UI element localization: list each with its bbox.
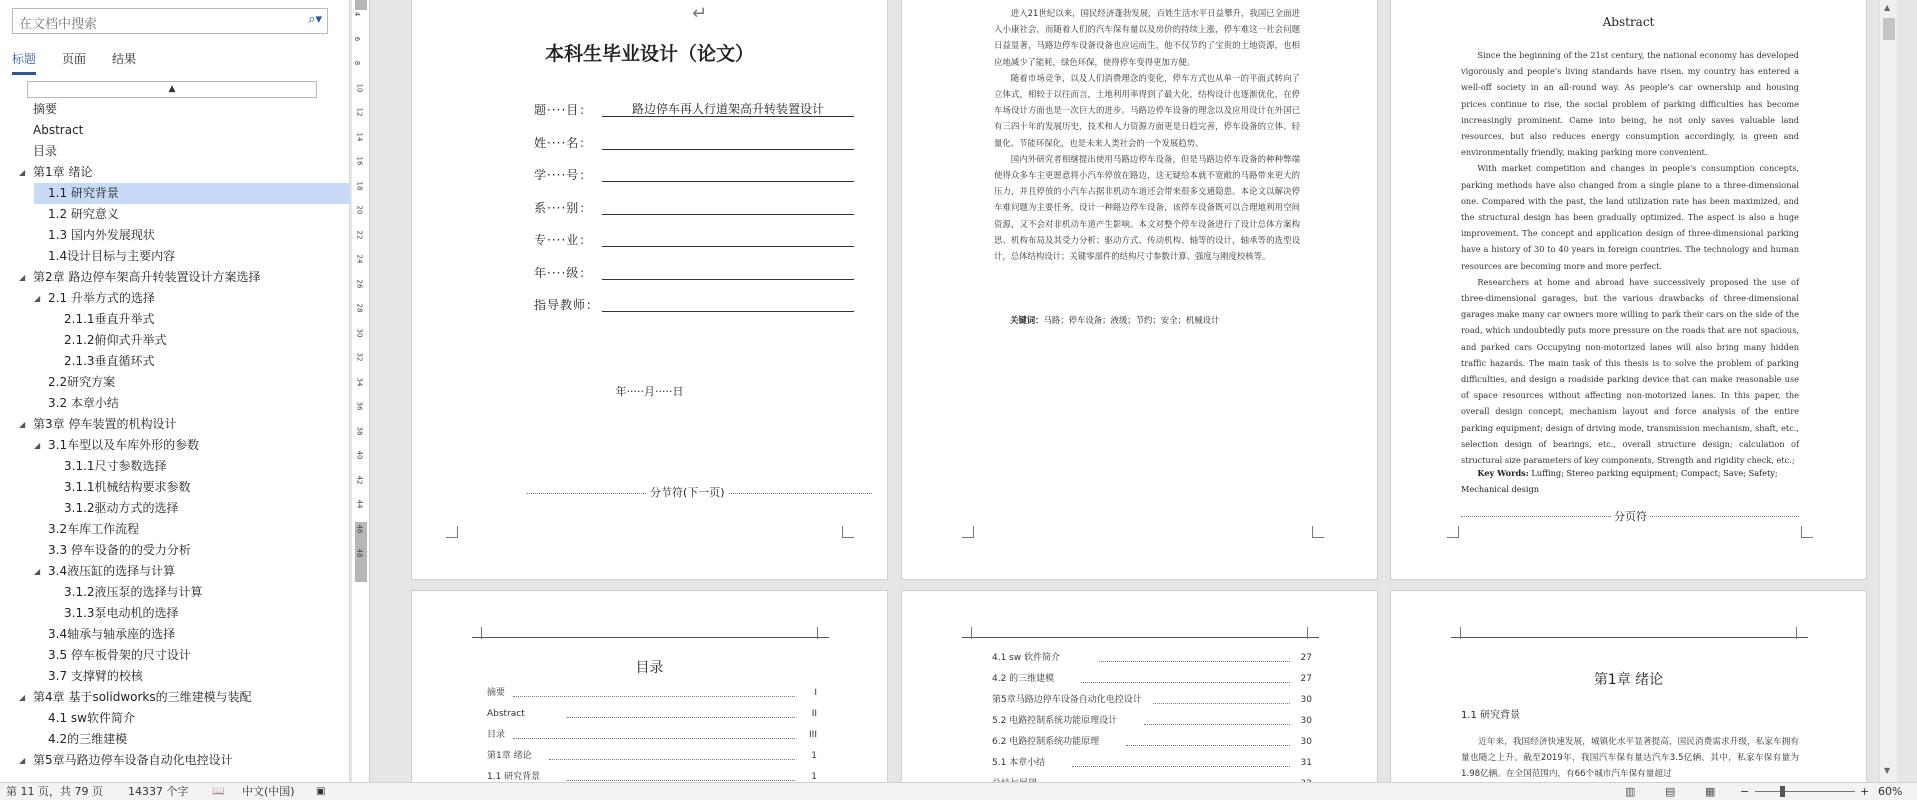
cover-field <box>534 294 854 314</box>
nav-item[interactable] <box>0 330 350 351</box>
nav-item[interactable] <box>0 666 350 687</box>
field-label: 学····号： <box>534 168 593 182</box>
ruler-number: 12 <box>355 107 364 117</box>
toc-page-number: 31 <box>1300 758 1312 768</box>
scroll-down-icon[interactable]: ▼ <box>1884 766 1891 775</box>
nav-item[interactable] <box>0 540 350 561</box>
nav-item[interactable] <box>0 288 350 309</box>
nav-tabs <box>12 50 136 75</box>
toc-page-number: 1 <box>811 751 817 761</box>
zh-abstract-text <box>994 5 1300 264</box>
nav-item[interactable] <box>0 267 350 288</box>
nav-item-label: 1.1 研究背景 <box>48 186 119 200</box>
nav-item-label: 2.1 升举方式的选择 <box>48 291 155 305</box>
language[interactable]: 中文(中国) <box>242 785 295 798</box>
nav-item[interactable] <box>0 582 350 603</box>
chapter1-page <box>1390 590 1870 800</box>
document-area[interactable] <box>371 0 1897 782</box>
toc-title: 目录 <box>635 660 664 676</box>
nav-item[interactable] <box>0 708 350 729</box>
expand-triangle-icon[interactable]: ◢ <box>34 441 41 450</box>
nav-item[interactable] <box>0 99 350 120</box>
cover-field <box>534 229 854 249</box>
cover-field <box>534 132 854 152</box>
en-abstract-page <box>1390 0 1867 580</box>
field-label: 年····级： <box>534 265 593 280</box>
toc-page <box>411 590 888 800</box>
expand-triangle-icon[interactable]: ◢ <box>19 420 26 429</box>
ruler-number: 22 <box>355 230 364 239</box>
toc-row[interactable] <box>992 672 1312 686</box>
macro-icon[interactable]: ▣ <box>316 786 326 797</box>
toc-page-number: 30 <box>1300 737 1312 747</box>
nav-item[interactable] <box>0 246 350 267</box>
nav-item[interactable] <box>0 561 350 582</box>
nav-item[interactable] <box>0 729 350 750</box>
nav-item-label: 3.1.2驱动方式的选择 <box>64 501 179 515</box>
zoom-level[interactable]: 60% <box>1878 785 1903 798</box>
toc-label: 4.1 sw 软件简介 <box>992 653 1061 663</box>
web-layout-icon[interactable]: ▦ <box>1705 785 1716 798</box>
nav-item[interactable] <box>0 687 350 708</box>
nav-item[interactable] <box>0 141 350 162</box>
ruler-number: 14 <box>355 132 364 141</box>
ruler-number: 10 <box>355 83 364 92</box>
ruler-number: 36 <box>355 401 364 411</box>
nav-item[interactable] <box>0 309 350 330</box>
expand-triangle-icon[interactable]: ◢ <box>34 294 41 303</box>
nav-item-label: 1.4设计目标与主要内容 <box>48 249 176 263</box>
zh-abstract-page <box>901 0 1378 580</box>
heading-tree <box>0 99 350 771</box>
collapse-up-button[interactable]: ▲ <box>27 81 317 98</box>
nav-item-label: 3.2车库工作流程 <box>48 522 140 536</box>
zh-paragraph: 随着市场竞争，以及人们消费理念的变化，停车方式也从单一的平面式转向了立体式，相较于以往而言，土地利用率得到了最大化，结构设计也逐渐优化，在停车场设计方面也是一次巨大的进步。马路边停车设备的理念以及应用设计在外国已有三四十年的发展历史，技术和人力资源方面更是日趋完善，停车设备的立体、轻量化、节能环保化，也是未来人类社会的一个发展趋势。 <box>994 72 1300 148</box>
nav-item-label: 2.1.2俯仰式升举式 <box>64 333 167 347</box>
cover-field <box>534 99 854 119</box>
toc-page-number: 30 <box>1300 695 1312 705</box>
page-count[interactable]: 第 11 页，共 79 页 <box>6 785 103 798</box>
ruler-number: 6 <box>353 36 362 41</box>
toc-page-2 <box>901 590 1378 800</box>
field-label: 姓····名： <box>534 135 593 150</box>
toc-page-number: 30 <box>1300 716 1312 726</box>
expand-triangle-icon[interactable]: ◢ <box>19 693 26 702</box>
toc-page-number: III <box>809 730 817 740</box>
nav-item-label: 2.1.3垂直循环式 <box>64 354 155 368</box>
chapter1-text: 近年来，我国经济快速发展，城镇化水平显著提高，国民消费需求升级，私家车拥有量也随之上升。截至2019年，我国汽车保有量达汽车3.5亿辆，其中，私家车保有量为1.98亿辆。在全国范围内，有66个城市汽车保有量超过 <box>1461 737 1799 779</box>
toc-label: 6.2 电路控制系统功能原理 <box>992 737 1100 747</box>
zoom-slider[interactable] <box>1755 791 1855 792</box>
en-paragraph: With market competition and changes in people's consumption concepts, parking methods have also changed from a single plane to a three-dimensional one. Compared with the past, the land utilization rate has been maximized, and the structural design has been gradually optimized. The aspect is also a huge improvement. The concept and application design of three-dimensional parking have a history of 30 to 40 years in foreign countries. The technology and human resources are becoming more and more perfect. <box>1461 163 1799 271</box>
nav-item-label: 1.2 研究意义 <box>48 207 119 221</box>
en-keywords: Key Words: Luffing; Stereo parking equipment; Compact; Save; Safety; Mechanical design <box>1461 468 1778 495</box>
nav-item[interactable] <box>0 624 350 645</box>
nav-item[interactable] <box>0 456 350 477</box>
nav-item[interactable] <box>0 162 350 183</box>
nav-item-label: 3.2 本章小结 <box>48 396 119 410</box>
zh-paragraph: 国内外研究者相继提出使用马路边停车设备，但是马路边停车设备的种种弊端使得众多车主更愿意将小汽车停放在路边，这无疑给本就不宽敞的马路带来更大的压力，并且停放的小汽车占据非机动车道还会带来很多交通隐患。本论文以解决停车难问题为主要任务，设计一种路边停车设备，该停车设备既可以合理地利用空间资源，又不会对非机动车道产生影响。本文对整个停车设备进行了设计总体方案构思、机构布局及其受力分析；驱动方式、传动机构、轴等的设计，轴承等的选型设计，总体结构设计；关键零部件的结构尺寸参数计算、强度与刚度校核等。 <box>994 153 1300 262</box>
nav-item-label: 1.3 国内外发展现状 <box>48 228 155 242</box>
ruler-number: 20 <box>355 205 364 215</box>
zh-keywords: 关键词：马路；停车设备；液缓；节约；安全；机械设计 <box>1010 315 1220 325</box>
ruler-number: 46 <box>355 524 364 533</box>
search-icon[interactable]: ⌕▾ <box>308 12 322 27</box>
nav-item-label: 3.1.1尺寸参数选择 <box>64 459 167 473</box>
section-break: 分节符(下一页) <box>647 484 728 500</box>
toc-row[interactable] <box>992 693 1312 707</box>
nav-item[interactable] <box>0 414 350 435</box>
search-input[interactable] <box>12 8 328 34</box>
toc-label: 第5章马路边停车设备自动化电控设计 <box>992 695 1142 705</box>
en-abstract-title: Abstract <box>1602 15 1655 29</box>
zoom-thumb[interactable] <box>1780 786 1785 797</box>
tab-headings[interactable]: 标题 <box>12 50 36 75</box>
toc-row[interactable] <box>487 707 817 721</box>
nav-item-label: 3.4轴承与轴承座的选择 <box>48 627 176 641</box>
nav-item-label: 3.3 停车设备的的受力分析 <box>48 543 191 557</box>
nav-item-label: 3.1.1机械结构要求参数 <box>64 480 191 494</box>
vertical-ruler <box>352 0 370 782</box>
ruler-number: 44 <box>355 499 364 509</box>
page-break: 分页符 <box>1611 508 1650 524</box>
toc-page-number: II <box>811 709 817 719</box>
ruler-number: 28 <box>355 303 364 313</box>
word-count[interactable]: 14337 个字 <box>128 785 189 798</box>
toc-label: 摘要 <box>487 688 506 698</box>
nav-item-label: 3.1.3泵电动机的选择 <box>64 606 179 620</box>
toc-label: 5.2 电路控制系统功能原理设计 <box>992 716 1118 726</box>
read-mode-icon[interactable]: ▥ <box>1625 785 1636 798</box>
nav-item[interactable] <box>0 645 350 666</box>
ruler-number: 16 <box>355 156 364 166</box>
toc-label: 1.1 研究背景 <box>487 772 541 782</box>
expand-triangle-icon[interactable]: ◢ <box>19 756 26 765</box>
expand-triangle-icon[interactable]: ◢ <box>34 567 41 576</box>
nav-item-label: 摘要 <box>33 102 58 116</box>
ruler-number: 18 <box>355 181 364 190</box>
ruler-number: 26 <box>355 279 364 288</box>
nav-item[interactable] <box>0 372 350 393</box>
toc-label: 4.2 的三维建模 <box>992 674 1055 684</box>
ruler-number: 40 <box>355 450 364 460</box>
nav-item-label: 目录 <box>33 144 58 158</box>
nav-item-label: 第5章马路边停车设备自动化电控设计 <box>33 753 233 767</box>
print-layout-icon[interactable]: ▤ <box>1665 785 1676 798</box>
nav-item[interactable] <box>34 183 350 204</box>
nav-item[interactable] <box>0 120 350 141</box>
nav-item[interactable] <box>0 519 350 540</box>
toc-label: Abstract <box>487 709 525 719</box>
nav-item[interactable] <box>0 204 350 225</box>
nav-item-label: 2.2研究方案 <box>48 375 116 389</box>
status-bar <box>0 782 1917 800</box>
toc-page-number: 1 <box>811 772 817 782</box>
nav-item-label: 3.7 支撑臂的校核 <box>48 669 143 683</box>
toc-row[interactable] <box>992 756 1312 770</box>
zoom-out-button[interactable]: − <box>1740 785 1750 798</box>
ruler-number: 32 <box>355 352 364 362</box>
ruler-number: 34 <box>355 377 364 386</box>
field-label: 指导教师： <box>534 298 600 312</box>
expand-triangle-icon[interactable]: ◢ <box>19 168 26 177</box>
nav-item-label: 3.1车型以及车库外形的参数 <box>48 438 200 452</box>
cover-field <box>534 164 854 184</box>
toc-page-number: 27 <box>1300 653 1312 663</box>
ruler-number: 38 <box>355 426 364 435</box>
toc-label: 目录 <box>487 730 506 740</box>
toc-row[interactable] <box>487 749 817 763</box>
toc-row[interactable] <box>487 686 817 700</box>
toc-page-number: 27 <box>1300 674 1312 684</box>
nav-item-label: 第4章 基于solidworks的三维建模与装配 <box>33 690 252 704</box>
nav-item[interactable] <box>0 393 350 414</box>
toc-row[interactable] <box>487 728 817 742</box>
section-heading: 1.1 研究背景 <box>1461 710 1521 721</box>
cover-title: 本科生毕业设计（论文） <box>544 43 754 65</box>
cover-field <box>534 262 854 282</box>
vertical-scrollbar[interactable] <box>1879 0 1897 782</box>
toc-label: 5.1 本章小结 <box>992 758 1046 768</box>
nav-item-label: 4.1 sw软件简介 <box>48 711 135 725</box>
search-placeholder: 在文档中搜索 <box>19 17 98 32</box>
expand-triangle-icon[interactable]: ◢ <box>19 273 26 282</box>
en-abstract-text <box>1461 47 1799 468</box>
ruler-number: 8 <box>353 60 362 66</box>
ruler-number: 48 <box>355 548 364 558</box>
zoom-in-button[interactable]: + <box>1860 785 1870 798</box>
nav-item[interactable] <box>0 225 350 246</box>
nav-item-label: 第1章 绪论 <box>33 165 93 179</box>
field-label: 系····别： <box>534 200 593 215</box>
ruler-number: 24 <box>355 254 364 264</box>
nav-item-label: 3.4液压缸的选择与计算 <box>48 564 176 578</box>
scroll-up-icon[interactable]: ▲ <box>1884 3 1891 12</box>
cover-page <box>411 0 888 580</box>
nav-item-label: 4.2的三维建模 <box>48 732 128 746</box>
en-paragraph: Researchers at home and abroad have successively proposed the use of three-dimensional garages, but the various drawbacks of three-dimensional garages make many car owners more willing to park their cars on the side of the road, which undoubtedly puts more pressure on the roads that are not spacious, and parked cars Occupying non-motorized lanes will also bring many hidden traffic hazards. The main task of this thesis is to solve the problem of parking difficulties, and design a roadside parking device that can make reasonable use of space resources without affecting non-motorized lanes. In this paper, the overall design concept, mechanism layout and force analysis of the entire parking equipment; design of driving mode, transmission mechanism, shaft, etc., selection design of bearings, etc., overall structure design; calculation of structural size parameters of key components, Strength and rigidity check, etc.; <box>1461 276 1799 466</box>
nav-item-label: 第2章 路边停车架高升转装置设计方案选择 <box>33 270 261 284</box>
nav-item-label: Abstract <box>33 123 84 137</box>
field-value: 路边停车再人行道架高升转装置设计 <box>631 102 824 116</box>
scroll-thumb[interactable] <box>1883 18 1895 40</box>
nav-item-label: 3.1.2液压泵的选择与计算 <box>64 585 203 599</box>
toc-row[interactable] <box>992 651 1312 665</box>
cover-date: 年·····月·····日 <box>615 385 684 398</box>
nav-item-label: 第3章 停车装置的机构设计 <box>33 417 177 431</box>
en-paragraph: Since the beginning of the 21st century, the national economy has developed vigorously and people's living standards have risen. my country has entered a well-off society in an all-round way. As people's car ownership and housing prices continue to rise, the social problem of parking difficulties has become increasingly prominent. Came into being, he not only saves valuable land resources, but also reduces energy consumption accordingly, is green and environmentally friendly, making parking more convenient. <box>1461 50 1799 158</box>
zh-paragraph: 进入21世纪以来，国民经济蓬勃发展，百姓生活水平日益攀升，我国已全面进入小康社会，而随着人们的汽车保有量以及房价的持续上涨，停车难这一社会问题日益显著，马路边停车设备设备也应运而生，他不仅节约了宝贵的土地资源，也相应地减少了能耗，绿色环保，使得停车变得更加方便。 <box>994 8 1300 67</box>
chapter1-title: 第1章 绪论 <box>1593 672 1664 688</box>
ruler-number: 30 <box>355 328 364 337</box>
nav-item[interactable] <box>0 603 350 624</box>
tab-pages[interactable]: 页面 <box>62 52 87 66</box>
toc-row[interactable] <box>992 735 1312 749</box>
return-mark: ↵ <box>692 3 708 24</box>
navigation-pane <box>0 0 350 782</box>
toc-row[interactable] <box>992 714 1312 728</box>
nav-item-label: 3.5 停车板骨架的尺寸设计 <box>48 648 191 662</box>
nav-item[interactable] <box>0 498 350 519</box>
toc-label: 第1章 绪论 <box>487 751 532 761</box>
ruler-number: 42 <box>355 475 364 484</box>
nav-item[interactable] <box>0 435 350 456</box>
nav-item-label: 2.1.1垂直升举式 <box>64 312 155 326</box>
ruler-number: 4 <box>353 11 362 17</box>
field-label: 专····业： <box>534 233 593 247</box>
nav-item[interactable] <box>0 750 350 771</box>
field-label: 题····目： <box>534 103 593 117</box>
cover-field <box>534 197 854 217</box>
nav-item[interactable] <box>0 351 350 372</box>
nav-item[interactable] <box>0 477 350 498</box>
toc-page-number: I <box>814 688 817 698</box>
proofing-icon[interactable]: 📖 <box>212 786 225 797</box>
tab-results[interactable]: 结果 <box>112 52 137 66</box>
